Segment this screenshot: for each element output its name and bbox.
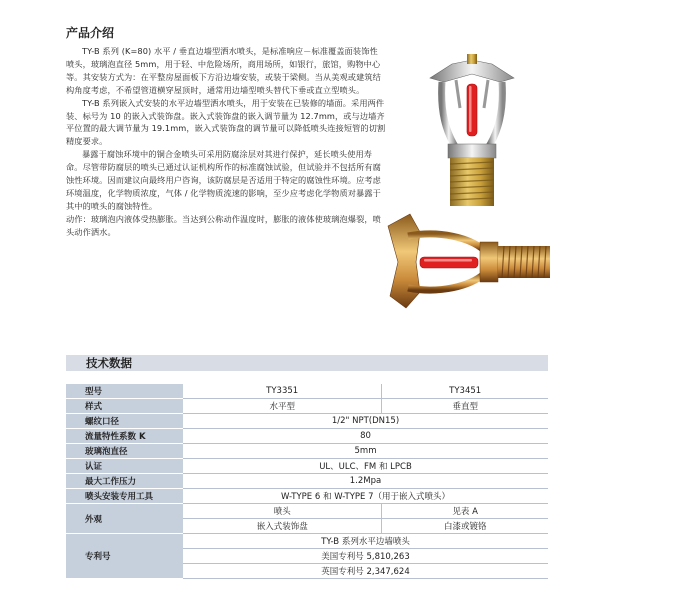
row-label-bulb: 玻璃泡直径 xyxy=(66,444,183,459)
tool-value: W-TYPE 6 和 W-TYPE 7（用于嵌入式喷头） xyxy=(183,489,548,504)
bulb-value: 5mm xyxy=(183,444,548,459)
pressure-value: 1.2Mpa xyxy=(183,474,548,489)
table-row xyxy=(66,429,548,444)
row-label-pressure: 最大工作压力 xyxy=(66,474,183,489)
patent-line-2: 美国专利号 5,810,263 xyxy=(183,549,548,564)
thread-value: 1/2" NPT(DN15) xyxy=(183,414,548,429)
style-left: 水平型 xyxy=(183,399,382,414)
finish-r2-right: 白漆或镀铬 xyxy=(382,519,548,534)
patent-line-3: 英国专利号 2,347,624 xyxy=(183,564,548,579)
tech-data-table xyxy=(66,384,548,579)
intro-title: 产品介绍 xyxy=(66,26,115,40)
intro-paragraph-3: 暴露于腐蚀环境中的铜合金喷头可采用防腐涂层对其进行保护，延长喷头使用寿命。尽管带防腐层的喷头已通过认证机构所作的标准腐蚀试验，但试验并不包括所有腐蚀性环境。因而建议向最终用户咨询，该防腐层是否适用于特定的腐蚀性环境。应考虑环境温度，化学物质浓度，气体 / 化学物质流速的影响，至少应考虑化学物质对暴露于其中的喷头的腐蚀特性。 xyxy=(66,149,381,211)
row-label-cert: 认证 xyxy=(66,459,183,474)
row-label-finish: 外观 xyxy=(66,504,183,534)
intro-paragraph-2: TY-B 系列嵌入式安装的水平边墙型洒水喷头，用于安装在已装修的墙面。采用两件装、标号为 10 的嵌入式装饰盘。嵌入式装饰盘的嵌入调节量为 12.7mm，或与边墙齐平位置的最大调节量为 19.1mm，嵌入式装饰盘的调节量可以降低喷头连接短管的切割精度要求。 xyxy=(66,97,386,147)
intro-paragraph-1: TY-B 系列 (K=80) 水平 / 垂直边墙型洒水喷头，是标准响应－标准覆盖面装饰性喷头，玻璃泡直径 5mm，用于轻、中危险场所，商用场所，如银行，旅馆，购物中心等。其安装方式为：在平整房屋面板下方沿边墙安装，或装于梁侧。当从美观或建筑结构角度考虑，不希望管道横穿屋顶时，通常用边墙型喷头替代下垂或直立型喷头。 xyxy=(66,46,381,95)
finish-r2-left: 嵌入式装饰盘 xyxy=(183,519,382,534)
intro-action: 动作：玻璃泡内液体受热膨胀。当达到公称动作温度时，膨胀的液体使玻璃泡爆裂，喷头动作洒水。 xyxy=(66,213,381,237)
horizontal-sprinkler-image xyxy=(380,212,555,312)
table-row xyxy=(66,504,548,519)
table-row xyxy=(66,444,548,459)
row-label-thread: 螺纹口径 xyxy=(66,414,183,429)
tech-data-header: 技术数据 xyxy=(66,355,548,371)
row-label-kfactor: 流量特性系数 K xyxy=(66,429,183,444)
table-row xyxy=(66,474,548,489)
kfactor-value: 80 xyxy=(183,429,548,444)
finish-r1-right: 见表 A xyxy=(382,504,548,519)
intro-text xyxy=(66,45,386,239)
style-right: 垂直型 xyxy=(382,399,548,414)
finish-r1-left: 喷头 xyxy=(183,504,382,519)
patent-line-1: TY-B 系列水平边墙喷头 xyxy=(183,534,548,549)
table-row xyxy=(66,414,548,429)
model-right: TY3451 xyxy=(382,384,548,399)
model-left: TY3351 xyxy=(183,384,382,399)
row-label-model: 型号 xyxy=(66,384,183,399)
table-row xyxy=(66,399,548,414)
table-row xyxy=(66,384,548,399)
vertical-sprinkler-image xyxy=(412,52,532,212)
row-label-style: 样式 xyxy=(66,399,183,414)
cert-value: UL、ULC、FM 和 LPCB xyxy=(183,459,548,474)
table-row xyxy=(66,534,548,549)
table-row xyxy=(66,489,548,504)
table-row xyxy=(66,459,548,474)
row-label-patent: 专利号 xyxy=(66,534,183,579)
row-label-tool: 喷头安装专用工具 xyxy=(66,489,183,504)
